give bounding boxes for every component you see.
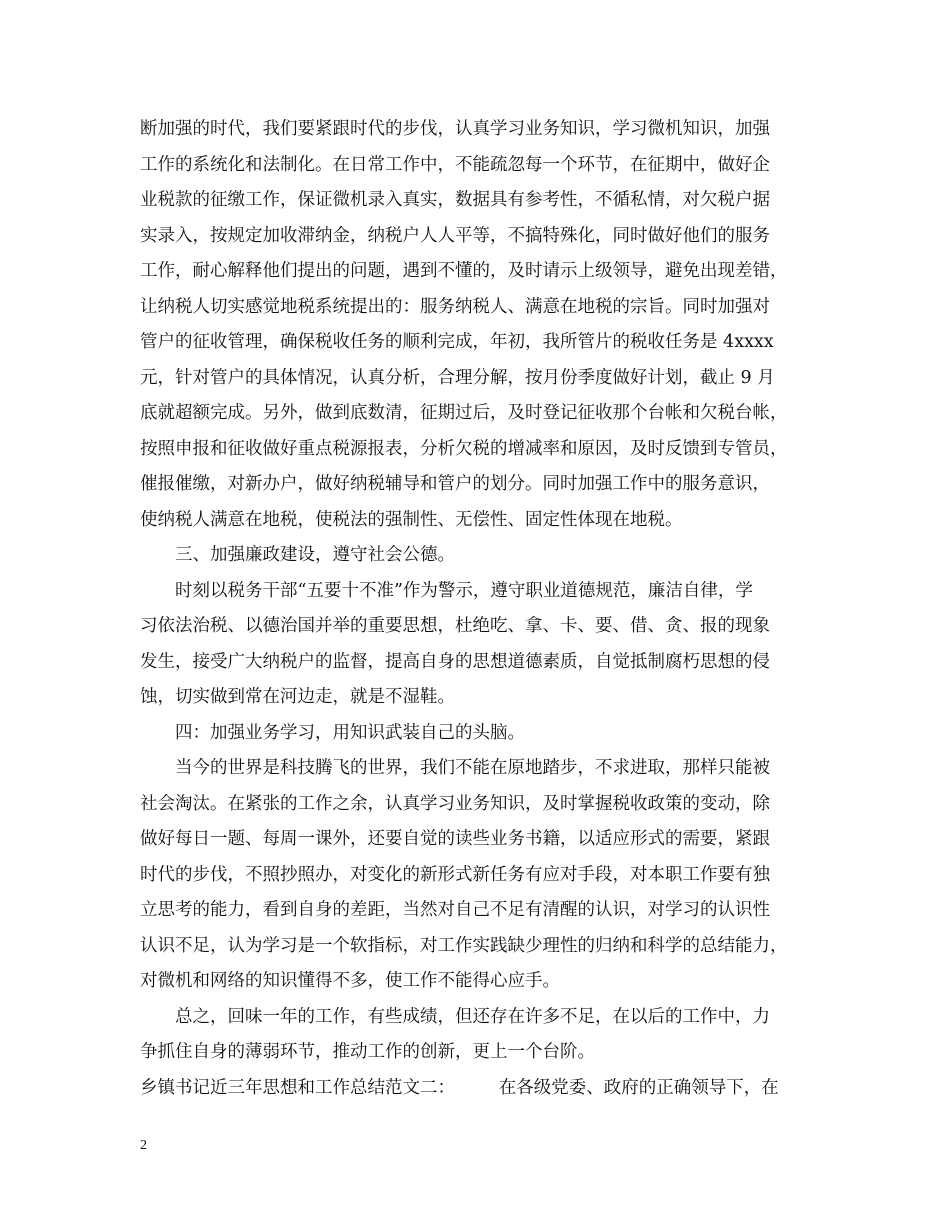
text-line: 元，针对管户的具体情况，认真分析，合理分解，按月份季度做好计划，截止 9 月: [140, 367, 775, 388]
text-line: 习依法治税、以德治国并举的重要思想，杜绝吃、拿、卡、要、借、贪、报的现象: [140, 616, 770, 636]
text-line: 发生，接受广大纳税户的监督，提高自身的思想道德素质，自觉抵制腐朽思想的侵: [140, 651, 770, 672]
page-number: 2: [140, 1138, 147, 1153]
text-line: 立思考的能力，看到自身的差距，当然对自己不足有清醒的认识，对学习的认识性: [140, 900, 770, 920]
text-line: 时代的步伐，不照抄照办，对变化的新形式新任务有应对手段，对本职工作要有独: [140, 864, 770, 885]
text-line: 蚀，切实做到常在河边走，就是不湿鞋。: [140, 687, 455, 707]
text-line: 底就超额完成。另外，做到底数清，征期过后，及时登记征收那个台帐和欠税台帐，: [140, 403, 788, 423]
text-line: 断加强的时代，我们要紧跟时代的步伐，认真学习业务知识，学习微机知识，加强: [140, 119, 770, 139]
text-line: 使纳税人满意在地税，使税法的强制性、无偿性、固定性体现在地税。: [140, 509, 683, 530]
text-line: 业税款的征缴工作，保证微机录入真实，数据具有参考性，不循私情，对欠税户据: [140, 190, 770, 210]
text-line: 认识不足，认为学习是一个软指标，对工作实践缺少理性的归纳和科学的总结能力，: [140, 935, 788, 956]
section-heading: 三、加强廉政建设，遵守社会公德。: [175, 545, 455, 565]
text-line: 社会淘汰。在紧张的工作之余，认真学习业务知识，及时掌握税收政策的变动，除: [140, 793, 770, 814]
text-line: 当今的世界是科技腾飞的世界，我们不能在原地踏步，不求进取，那样只能被: [175, 758, 770, 778]
text-line: 总之，回味一年的工作，有些成绩，但还存在许多不足，在以后的工作中，力: [175, 1006, 770, 1027]
text-line: 工作，耐心解释他们提出的问题，遇到不懂的，及时请示上级领导，避免出现差错，: [140, 261, 788, 281]
section-heading: 四：加强业务学习，用知识武装自己的头脑。: [175, 722, 525, 743]
text-line: 让纳税人切实感觉地税系统提出的：服务纳税人、满意在地税的宗旨。同时加强对: [140, 296, 770, 317]
text-line: 按照申报和征收做好重点税源报表，分析欠税的增减率和原因，及时反馈到专管员，: [140, 438, 788, 459]
text-line: 对微机和网络的知识懂得不多，使工作不能得心应手。: [140, 971, 560, 991]
text-line: 实录入，按规定加收滞纳金，纳税户人人平等，不搞特殊化，同时做好他们的服务: [140, 225, 770, 246]
text-line: 做好每日一题、每周一课外，还要自觉的读些业务书籍，以适应形式的需要，紧跟: [140, 829, 770, 849]
text-line: 催报催缴，对新办户，做好纳税辅导和管户的划分。同时加强工作中的服务意识，: [140, 474, 770, 494]
text-line: 管户的征收管理，确保税收任务的顺利完成，年初，我所管片的税收任务是 4xxxx: [140, 332, 774, 352]
text-line: 乡镇书记近三年思想和工作总结范文二： 在各级党委、政府的正确领导下，在: [140, 1077, 779, 1098]
text-line: 时刻以税务干部“五要十不准”作为警示，遵守职业道德规范，廉洁自律，学: [175, 580, 753, 601]
document-body: [140, 112, 825, 1106]
text-line: 争抓住自身的薄弱环节，推动工作的创新，更上一个台阶。: [140, 1042, 595, 1062]
text-line: 工作的系统化和法制化。在日常工作中，不能疏忽每一个环节，在征期中，做好企: [140, 154, 770, 175]
